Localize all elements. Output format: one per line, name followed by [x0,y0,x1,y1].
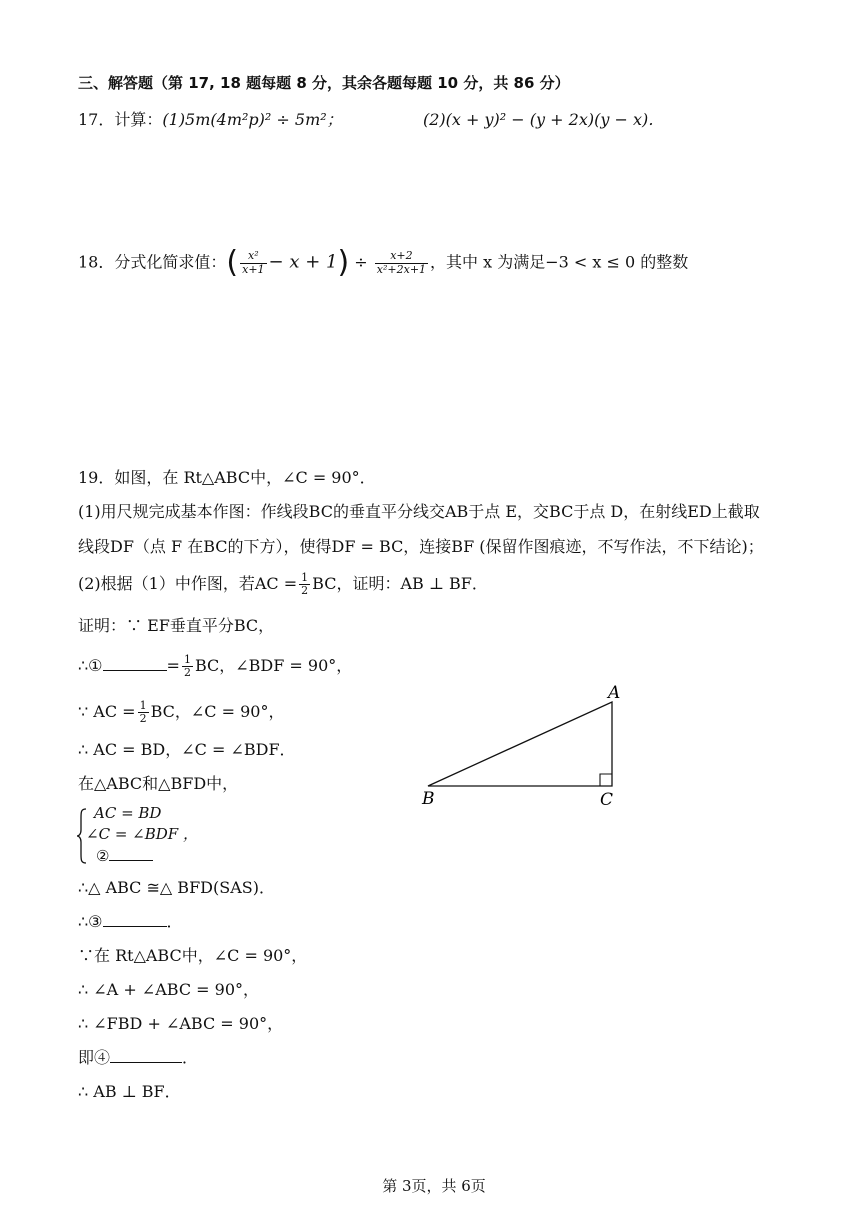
page-footer: 第 3页，共 6页 [382,1177,486,1195]
q17-part1: (1)5m(4m²p)² ÷ 5m²； [162,110,343,129]
question-17 [78,110,343,129]
proof-line-9: ∴ ∠A + ∠ABC = 90°， [78,980,260,999]
right-paren: ) [337,245,350,280]
proof-line-3: ∵ AC = $\frac{1}{2}$ BC，∠C = 90°， [78,699,285,726]
system-line-3: ② [96,846,153,865]
q18-number: 18． [78,252,115,272]
q18-condition: ，其中 x 为满足−3 < x ≤ 0 的整数 [430,252,689,272]
fraction-half: $\frac{1}{2}$ [139,699,147,726]
proof-line-2: ∴① = $\frac{1}{2}$ BC，∠BDF = 90°， [78,653,353,680]
vertex-label-a: A [608,683,621,703]
left-paren: ( [226,245,239,280]
blank-4[interactable] [110,1048,182,1063]
proof-line-7: ∴③ ． [78,912,183,931]
proof-line-11: 即④ ． [78,1048,199,1067]
q18-middle: − x + 1 [268,251,338,273]
system-line-2: ∠C = ∠BDF ， [86,825,198,843]
proof-line-5: 在△ABC和△BFD中， [78,774,239,793]
q18-divide: ÷ [354,252,368,272]
proof-line-1: 证明：∵ EF垂直平分BC， [78,616,275,635]
q19-part1-line1: (1)用尺规完成基本作图：作线段BC的垂直平分线交AB于点 E，交BC于点 D，在射线ED上截取 [78,502,760,521]
proof-line-8: ∵在 Rt△ABC中，∠C = 90°， [78,946,308,965]
blank-1[interactable] [103,656,167,671]
triangle-figure [410,680,640,815]
right-angle-mark [600,774,612,786]
fraction-half: $\frac{1}{2}$ [183,653,191,680]
q17-part2: (2)(x + y)² − (y + 2x)(y − x)． [423,110,665,129]
system-line-1: AC = BD [94,804,162,822]
q19-part1-line2: 线段DF（点 F 在BC的下方），使得DF = BC，连接BF (保留作图痕迹，不写作法，不下结论)； [78,537,764,556]
q17-label: 计算： [114,110,163,129]
proof-line-12: ∴ AB ⊥ BF． [78,1082,181,1101]
q18-fraction-2: $\frac{x+2}{\text{x²+2x+1}}$ [376,249,427,276]
blank-2[interactable] [109,846,153,861]
q18-label: 分式化简求值： [114,252,227,272]
q18-fraction-1: $\frac{\text{x²}}{x+1}$ [242,249,265,276]
vertex-label-c: C [600,790,614,810]
vertex-label-b: B [422,789,435,809]
proof-line-4: ∴ AC = BD，∠C = ∠BDF． [78,740,296,759]
q19-intro: 19．如图，在 Rt△ABC中，∠C = 90°． [78,468,376,487]
question-18 [78,245,689,280]
q19-part2: (2)根据（1）中作图，若AC = $\frac{1}{2}$ BC，证明：AB ⊥ BF． [78,571,488,598]
blank-3[interactable] [103,912,167,927]
fraction-half: $\frac{1}{2}$ [301,571,309,598]
section-header: 三、解答题（第 17, 18 题每题 8 分，其余各题每题 10 分，共 86 分） [78,74,570,92]
triangle-abc [428,702,612,786]
q17-number: 17． [78,110,115,129]
proof-line-6: ∴△ ABC ≅△ BFD(SAS)． [78,878,275,897]
proof-line-10: ∴ ∠FBD + ∠ABC = 90°， [78,1014,284,1033]
